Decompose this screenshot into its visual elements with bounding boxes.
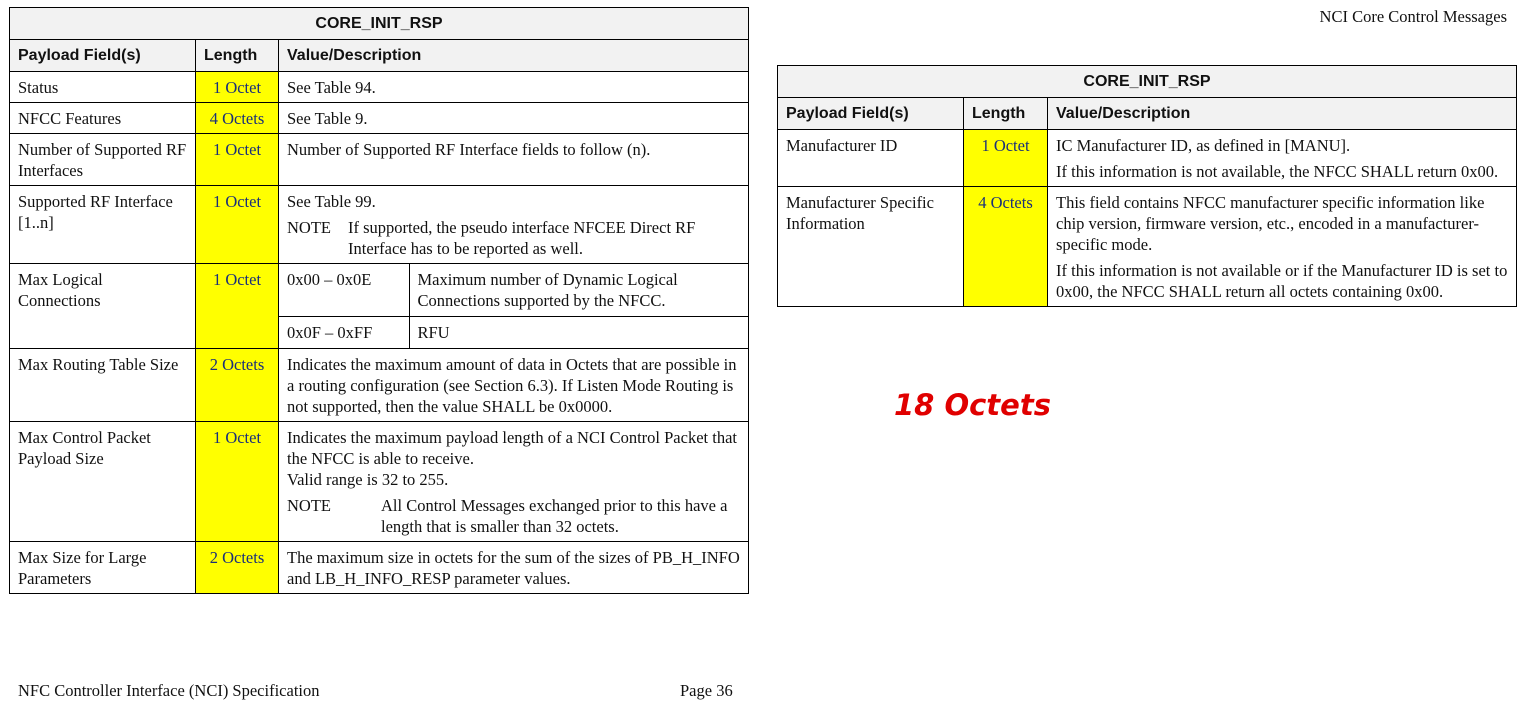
table-row: [10, 72, 749, 103]
col-header-field: Payload Field(s): [10, 40, 196, 72]
footer-page-number: Page 36: [680, 681, 733, 700]
note: [287, 495, 740, 537]
field-length: 1 Octet: [196, 72, 279, 103]
value-range-row: [279, 264, 748, 317]
col-header-length: Length: [196, 40, 279, 72]
field-name: Status: [10, 72, 196, 103]
description-text: See Table 99.: [287, 192, 376, 211]
field-description: The maximum size in octets for the sum of the sizes of PB_H_INFO and LB_H_INFO_RESP parameter values.: [279, 542, 749, 594]
page-header-section: NCI Core Control Messages: [1319, 7, 1507, 26]
field-name: Manufacturer ID: [778, 130, 964, 187]
col-header-description: Value/Description: [1048, 98, 1517, 130]
col-header-description: Value/Description: [279, 40, 749, 72]
field-length: 1 Octet: [196, 186, 279, 264]
field-name: NFCC Features: [10, 103, 196, 134]
table-row: [778, 187, 1517, 307]
table-row: [10, 186, 749, 264]
core-init-rsp-table-part1: [9, 7, 749, 594]
field-length: 4 Octets: [964, 187, 1048, 307]
field-name: Max Routing Table Size: [10, 349, 196, 422]
description-text: If this information is not available or if the Manufacturer ID is set to 0x00, the NFCC SHALL return all octets containing 0x00.: [1056, 261, 1508, 301]
field-length: 1 Octet: [196, 264, 279, 349]
description-text: Valid range is 32 to 255.: [287, 470, 449, 489]
footer-spec-title: NFC Controller Interface (NCI) Specification: [18, 681, 320, 700]
table-row: [10, 542, 749, 594]
field-length: 4 Octets: [196, 103, 279, 134]
table-row: [778, 130, 1517, 187]
field-name: Supported RF Interface [1..n]: [10, 186, 196, 264]
table-row: [10, 264, 749, 349]
value-range-table: [279, 264, 748, 348]
field-name: Max Control Packet Payload Size: [10, 422, 196, 542]
core-init-rsp-table-part2: [777, 65, 1517, 307]
description-text: If this information is not available, the NFCC SHALL return 0x00.: [1056, 162, 1499, 181]
description-text: Indicates the maximum payload length of a NCI Control Packet that the NFCC is able to receive.: [287, 428, 737, 468]
note-text: All Control Messages exchanged prior to this have a length that is smaller than 32 octets.: [381, 496, 728, 536]
field-description: Number of Supported RF Interface fields to follow (n).: [279, 134, 749, 186]
table-title: CORE_INIT_RSP: [778, 66, 1517, 98]
table-row: [10, 422, 749, 542]
field-description: [279, 186, 749, 264]
table-row: [10, 103, 749, 134]
value-range-row: [279, 317, 748, 349]
table-row: [10, 349, 749, 422]
value-meaning: Maximum number of Dynamic Logical Connections supported by the NFCC.: [409, 264, 748, 317]
field-name: Max Logical Connections: [10, 264, 196, 349]
field-length: 1 Octet: [196, 134, 279, 186]
field-description: [1048, 130, 1517, 187]
col-header-length: Length: [964, 98, 1048, 130]
value-range: 0x00 – 0x0E: [279, 264, 409, 317]
table-row: [10, 134, 749, 186]
value-meaning: RFU: [409, 317, 748, 349]
field-description: See Table 9.: [279, 103, 749, 134]
field-description: [279, 264, 749, 349]
field-length: 2 Octets: [196, 542, 279, 594]
table-title: CORE_INIT_RSP: [10, 8, 749, 40]
field-description: See Table 94.: [279, 72, 749, 103]
description-text: This field contains NFCC manufacturer specific information like chip version, firmware version, etc., encoded in a manufacturer-specific mode.: [1056, 193, 1485, 254]
field-description: Indicates the maximum amount of data in Octets that are possible in a routing configuration (see Section 6.3). If Listen Mode Routing is not supported, then the value SHALL be 0x0000.: [279, 349, 749, 422]
description-text: IC Manufacturer ID, as defined in [MANU].: [1056, 136, 1351, 155]
field-length: 1 Octet: [964, 130, 1048, 187]
field-length: 2 Octets: [196, 349, 279, 422]
field-description: [1048, 187, 1517, 307]
field-name: Manufacturer Specific Information: [778, 187, 964, 307]
field-length: 1 Octet: [196, 422, 279, 542]
note-text: If supported, the pseudo interface NFCEE Direct RF Interface has to be reported as well.: [348, 218, 696, 258]
note: [287, 217, 740, 259]
col-header-field: Payload Field(s): [778, 98, 964, 130]
field-name: Number of Supported RF Interfaces: [10, 134, 196, 186]
note-label: NOTE: [287, 218, 331, 237]
note-label: NOTE: [287, 496, 331, 515]
table-header-row: [10, 40, 749, 72]
total-octets-annotation: 18 Octets: [894, 388, 1051, 422]
value-range: 0x0F – 0xFF: [279, 317, 409, 349]
field-description: [279, 422, 749, 542]
field-name: Max Size for Large Parameters: [10, 542, 196, 594]
table-header-row: [778, 98, 1517, 130]
